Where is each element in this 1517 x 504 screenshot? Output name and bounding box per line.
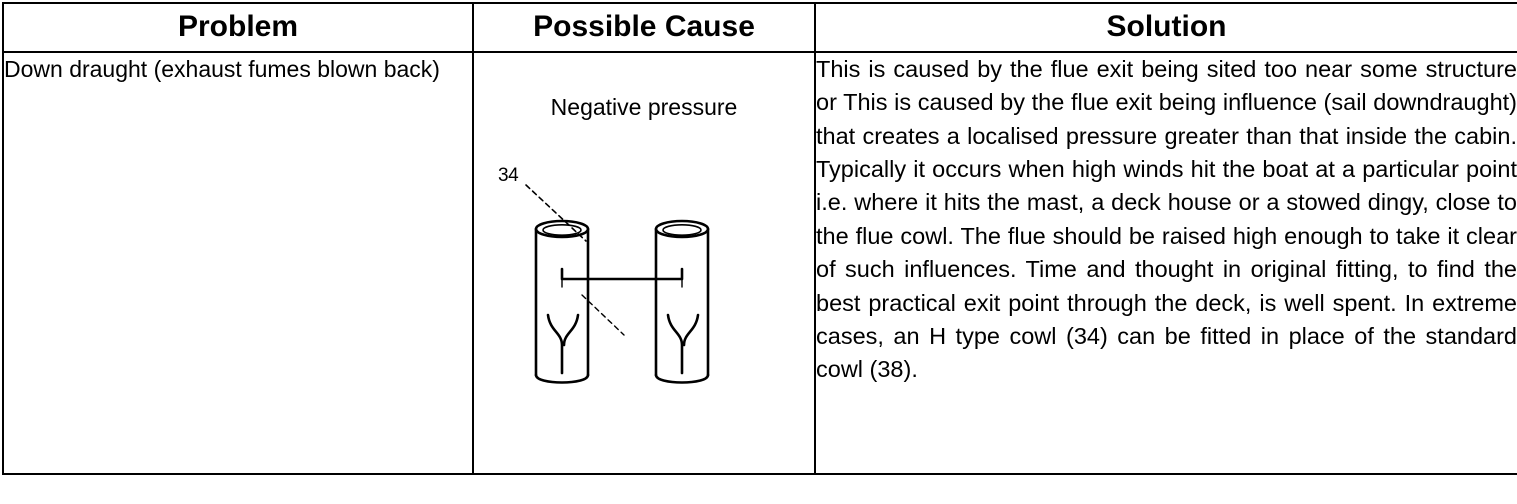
table-header-row (3, 3, 1517, 52)
column-header-possible-cause (473, 3, 815, 52)
column-header-problem-label: Problem (177, 10, 299, 43)
cell-problem (3, 52, 473, 474)
table-header (3, 3, 1517, 52)
troubleshooting-table (2, 2, 1517, 475)
column-header-possible-cause-label: Possible Cause (533, 10, 755, 43)
column-header-solution-label: Solution (1106, 10, 1227, 43)
column-header-problem (3, 3, 473, 52)
column-header-solution (815, 3, 1517, 52)
cause-figure (474, 129, 814, 459)
solution-description: This is caused by the flue exit being sited too near some structure or This is caused by the flue exit being influence (sail downdraught) that creates a localised pressure greater than that inside the cabin. Typically it occurs when high winds hit the boat at a particular point i.e. where it hits the mast, a deck house or a stowed dingy, close to the flue cowl. The flue should be raised high enough to take it clear of such influences. Time and thought in original fitting, to find the best practical exit point through the deck, is well spent. In extreme cases, an H type cowl (34) can be fitted in place of the standard cowl (38). (816, 56, 1517, 383)
cell-solution (815, 52, 1517, 474)
figure-callout-label: 34 (498, 164, 519, 186)
twin-cowl-diagram-icon (474, 129, 814, 459)
cell-possible-cause (473, 52, 815, 474)
table-row (3, 52, 1517, 474)
troubleshooting-table-page (0, 2, 1517, 504)
table-body (3, 52, 1517, 474)
cause-description: Negative pressure (550, 94, 738, 120)
problem-description: Down draught (exhaust fumes blown back) (4, 56, 440, 82)
